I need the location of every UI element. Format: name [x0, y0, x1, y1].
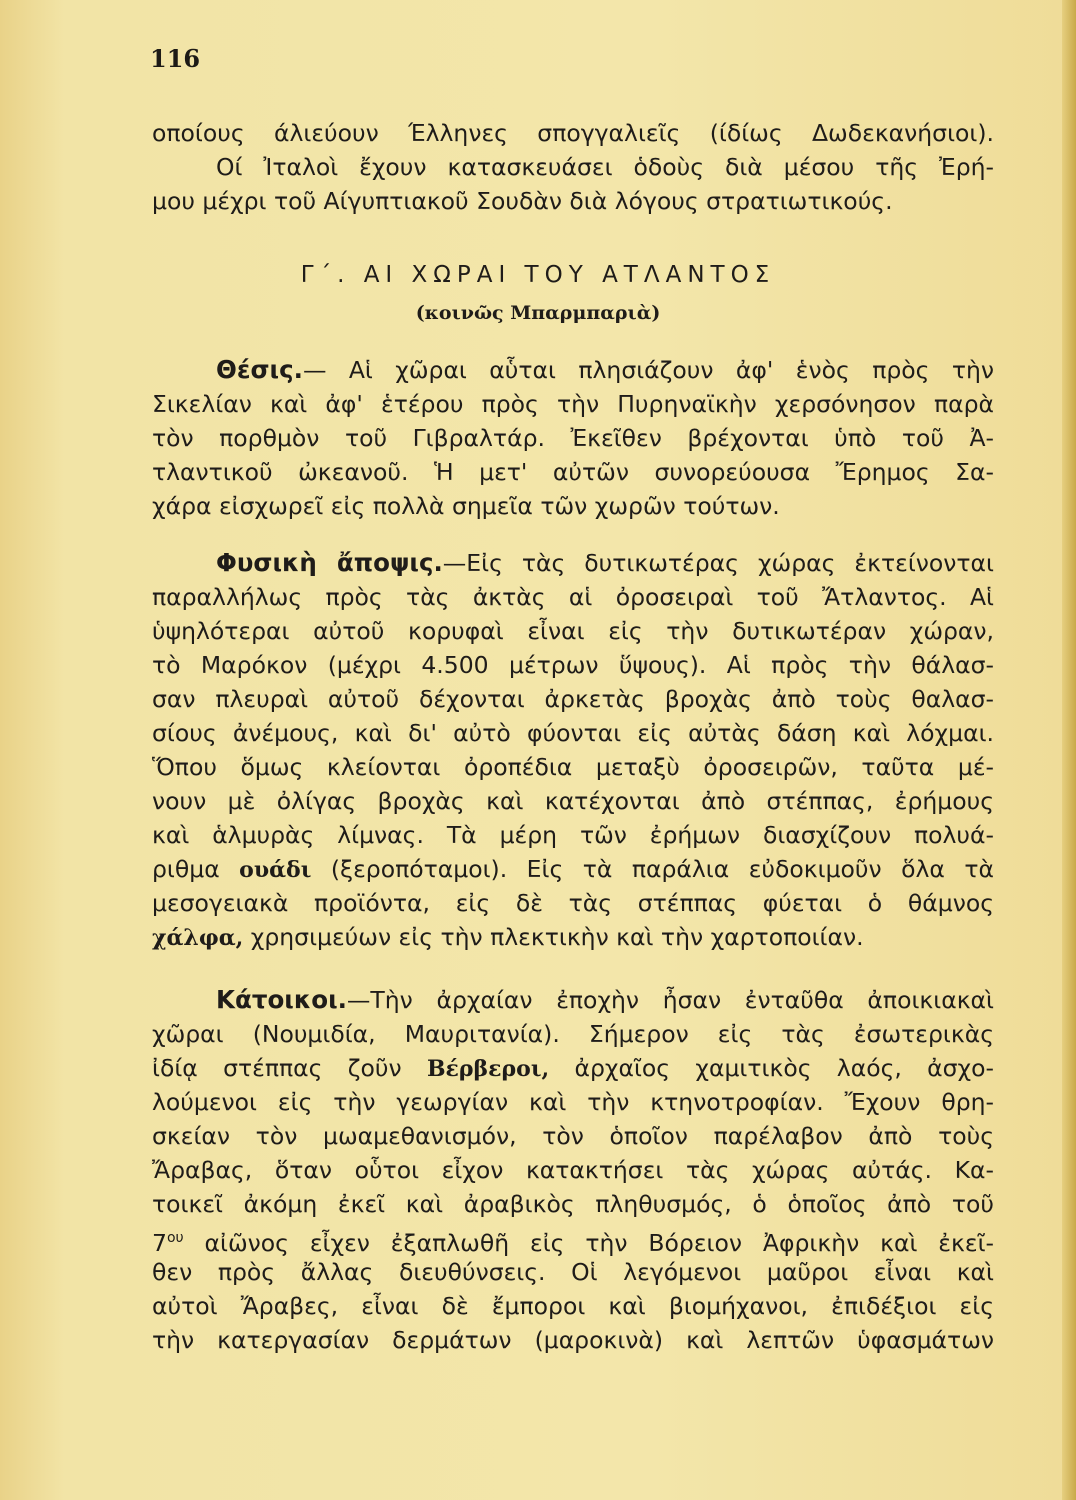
text-line	[152, 852, 994, 886]
intro-paragraph	[152, 116, 994, 218]
text-line	[152, 546, 994, 580]
text-line: σίους ἀνέμους, καὶ δι' αὐτὸ φύονται εἰς αὐτὰς δάση καὶ λόχμαι.	[152, 719, 994, 747]
text-line: τοικεῖ ἀκόμη ἐκεῖ καὶ ἀραβικὸς πληθυσμός, ὁ ὁποῖος ἀπὸ τοῦ	[152, 1190, 994, 1218]
text-line: Ὅπου ὅμως κλείονται ὀροπέδια μεταξὺ ὀροσειρῶν, ταῦτα μέ-	[152, 753, 994, 781]
text-line: χῶραι (Νουμιδία, Μαυριτανία). Σήμερον εἰς τὰς ἐσωτερικὰς	[152, 1020, 994, 1048]
text-line: σκείαν τὸν μωαμεθανισμόν, τὸν ὁποῖον παρέλαβον ἀπὸ τοὺς	[152, 1122, 994, 1150]
text-line: καὶ ἁλμυρὰς λίμνας. Τὰ μέρη τῶν ἐρήμων διασχίζουν πολυά-	[152, 821, 994, 849]
text-span: — Αἱ χῶραι αὗται πλησιάζουν ἀφ' ἑνὸς πρὸς τὴν	[302, 356, 994, 384]
text-span: αἰῶνος εἶχεν ἐξαπλωθῆ εἰς τὴν Βόρειον Ἀφρικὴν καὶ ἐκεῖ-	[183, 1228, 994, 1257]
text-span: —Εἰς τὰς δυτικωτέρας χώρας ἐκτείνονται	[442, 549, 994, 577]
text-line: θεν πρὸς ἄλλας διευθύνσεις. Οἱ λεγόμενοι μαῦροι εἶναι καὶ	[152, 1258, 994, 1286]
text-line: χάρα εἰσχωρεῖ εἰς πολλὰ σημεῖα τῶν χωρῶν τούτων.	[152, 492, 780, 520]
term-berbers: Βέρβεροι,	[426, 1056, 550, 1082]
inhabitants-paragraph	[152, 983, 994, 1357]
text-line: τὸ Μαρόκον (μέχρι 4.500 μέτρων ὕψους). Αἱ πρὸς τὴν θάλασ-	[152, 651, 994, 679]
page-number: 116	[150, 44, 201, 73]
text-line: ὑψηλότεραι αὐτοῦ κορυφαὶ εἶναι εἰς τὴν δυτικωτέραν χώραν,	[152, 617, 994, 645]
text-line: Σικελίαν καὶ ἀφ' ἑτέρου πρὸς τὴν Πυρηναϊκὴν χερσόνησον παρὰ	[152, 390, 994, 418]
text-line	[152, 1221, 994, 1255]
text-line: οποίους άλιεύουν Έλληνες σπογγαλιεῖς (ίδίως Δωδεκανήσιοι).	[152, 119, 994, 147]
text-line	[152, 920, 994, 954]
thesis-lead: Θέσις.	[216, 355, 303, 384]
text-line: τὸν πορθμὸν τοῦ Γιβραλτάρ. Ἐκεῖθεν βρέχονται ὑπὸ τοῦ Ἀ-	[152, 424, 994, 452]
text-line: τὴν κατεργασίαν δερμάτων (μαροκινὰ) καὶ λεπτῶν ὑφασμάτων	[152, 1326, 994, 1354]
text-line: μου μέχρι τοῦ Αίγυπτιακοῦ Σουδὰν διὰ λόγους στρατιωτικούς.	[152, 187, 893, 215]
inhabitants-lead: Κάτοικοι.	[216, 985, 347, 1014]
text-span: ριθμα	[152, 855, 240, 883]
page-edge	[1062, 0, 1076, 1500]
text-line	[152, 353, 994, 387]
term-halfa: χάλφα,	[152, 925, 244, 951]
text-line: Ἄραβας, ὅταν οὗτοι εἶχον κατακτήσει τὰς χώρας αὐτάς. Κα-	[152, 1156, 994, 1184]
term-wadi: ουάδι	[239, 857, 312, 883]
thesis-paragraph	[152, 353, 994, 523]
text-span: —Τὴν ἀρχαίαν ἐποχὴν ἦσαν ἐνταῦθα ἀποικιακαὶ	[346, 986, 994, 1014]
century-number: 7	[152, 1228, 167, 1257]
physical-paragraph	[152, 546, 994, 954]
text-span: χρησιμεύων εἰς τὴν πλεκτικὴν καὶ τὴν χαρτοποιίαν.	[243, 923, 864, 951]
text-line: νουν μὲ ὀλίγας βροχὰς καὶ κατέχονται ἀπὸ στέππας, ἐρήμους	[152, 787, 994, 815]
physical-lead: Φυσικὴ ἄποψις.	[216, 548, 443, 577]
text-line	[152, 1051, 994, 1085]
text-line: τλαντικοῦ ὠκεανοῦ. Ἡ μετ' αὐτῶν συνορεύουσα Ἔρημος Σα-	[152, 458, 994, 486]
text-line	[152, 983, 994, 1017]
text-span: ἰδίᾳ στέππας ζοῦν	[152, 1054, 427, 1082]
section-title: Γ΄. ΑΙ ΧΩΡΑΙ ΤΟΥ ΑΤΛΑΝΤΟΣ	[300, 262, 776, 288]
text-line: αὐτοὶ Ἄραβες, εἶναι δὲ ἔμποροι καὶ βιομήχανοι, ἐπιδέξιοι εἰς	[152, 1292, 994, 1320]
text-line: μεσογειακὰ προϊόντα, εἰς δὲ τὰς στέππας φύεται ὁ θάμνος	[152, 889, 994, 917]
text-line: παραλλήλως πρὸς τὰς ἀκτὰς αἱ ὀροσειραὶ τοῦ Ἄτλαντος. Αἱ	[152, 583, 994, 611]
text-line: λούμενοι εἰς τὴν γεωργίαν καὶ τὴν κτηνοτροφίαν. Ἔχουν θρη-	[152, 1088, 994, 1116]
text-line: σαν πλευραὶ αὐτοῦ δέχονται ἀρκετὰς βροχὰς ἀπὸ τοὺς θαλασ-	[152, 685, 994, 713]
text-span: (ξεροπόταμοι). Εἰς τὰ παράλια εὐδοκιμοῦν ὅλα τὰ	[311, 855, 994, 883]
section-subtitle: (κοινῶς Μπαρμπαριὰ)	[415, 302, 661, 324]
text-line: Οί Ἰταλοὶ ἔχουν κατασκευάσει ὁδοὺς διὰ μέσου τῆς Ἐρή-	[216, 153, 994, 181]
century-suffix: ου	[166, 1230, 184, 1246]
text-span: ἀρχαῖος χαμιτικὸς λαός, ἀσχο-	[549, 1054, 994, 1082]
